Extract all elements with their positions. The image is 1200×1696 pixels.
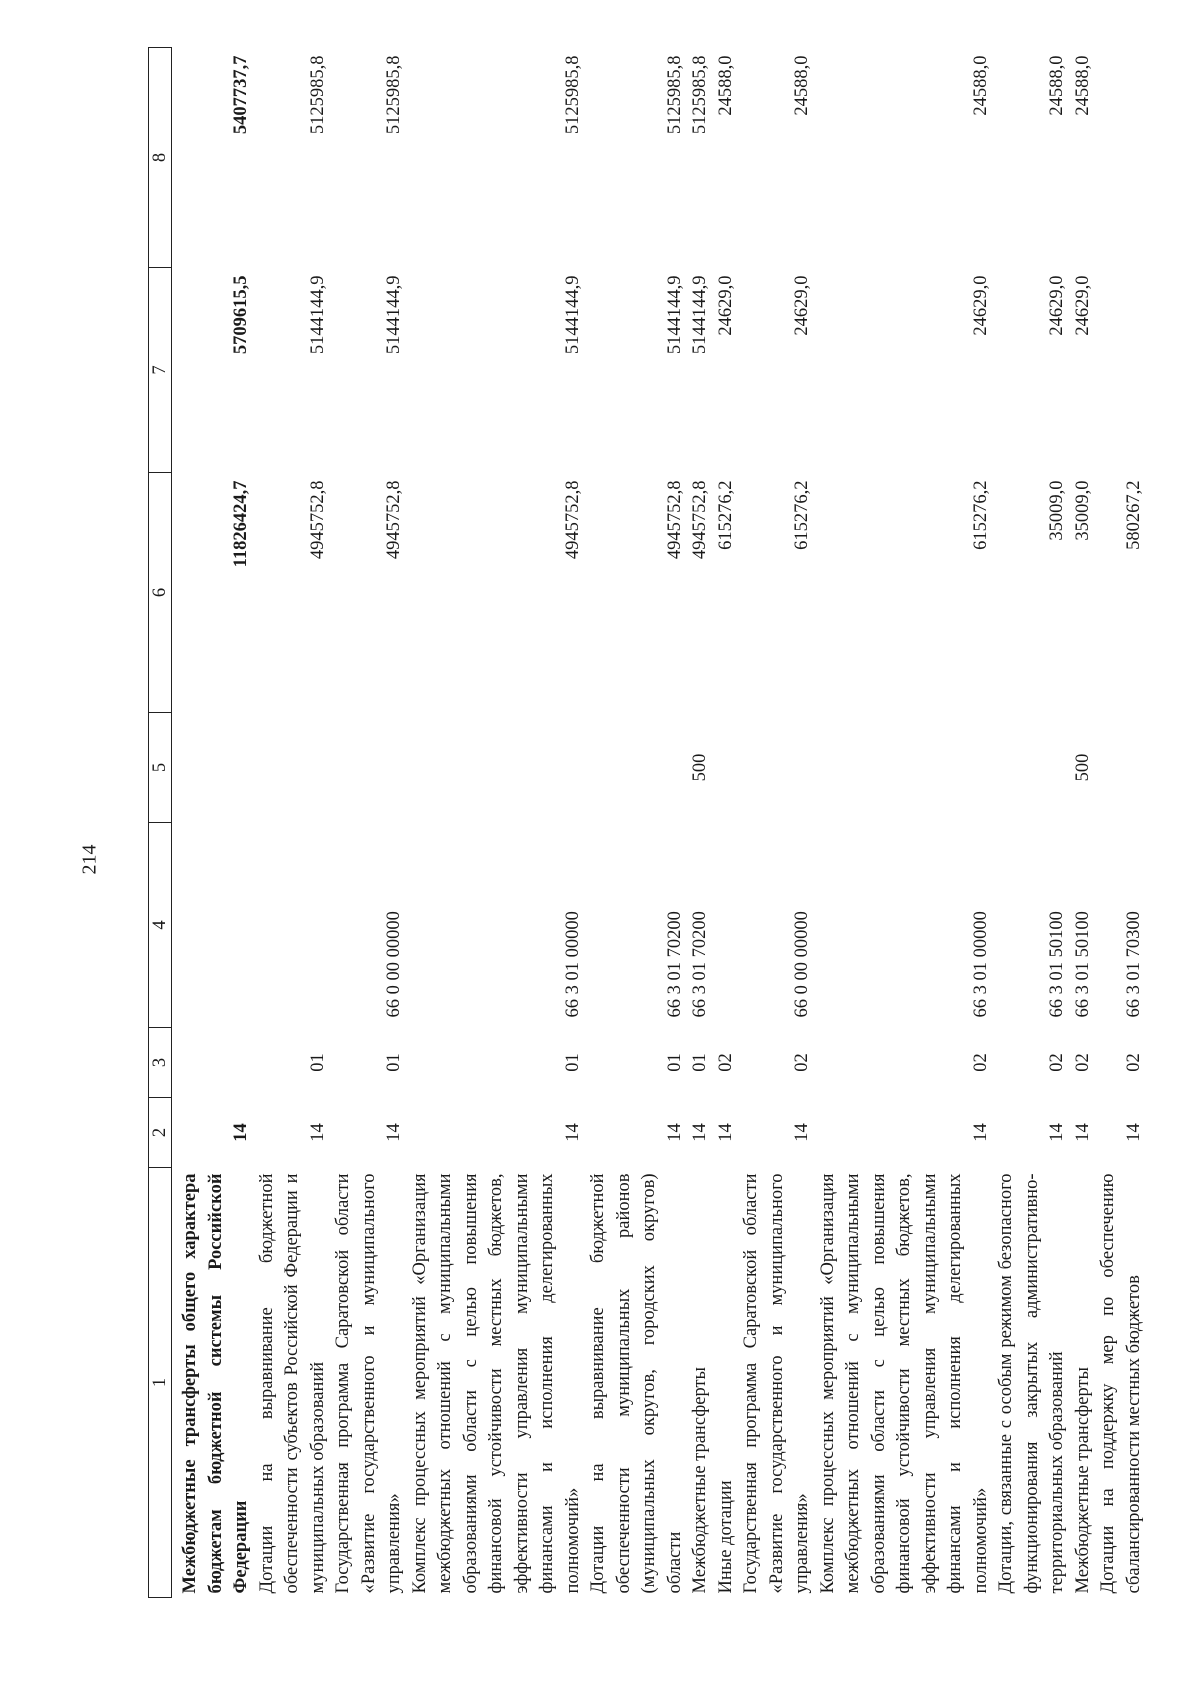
- subsection-code: 02: [970, 1053, 991, 1072]
- amount-col7: 5709615,5: [231, 275, 251, 355]
- amount-col8: 5407737,7: [231, 55, 251, 135]
- section-code: 14: [1072, 1123, 1093, 1142]
- target-code: [714, 823, 740, 1028]
- table-row: [1096, 48, 1147, 1598]
- row-name: Комплекс процессных мероприятий «Организация межбюджетных отношений с муниципальными образованиями области с целью повышения финансовой устойчивости местных бюджетов, эффективности управления муниципальными финансами и исполнения делегированных полномочий»: [409, 1173, 583, 1594]
- expense-type-code: [255, 713, 332, 823]
- page-number: 214: [78, 844, 101, 875]
- table-row: [408, 48, 587, 1598]
- section-code: 14: [1123, 1123, 1144, 1142]
- table-row: [816, 48, 995, 1598]
- subsection-code: 01: [690, 1053, 710, 1072]
- row-name: Дотации на выравнивание бюджетной обеспеченности субъектов Российской Федерации и муниципальных образований: [256, 1173, 328, 1594]
- amount-col6: 4945752,8: [664, 480, 685, 560]
- expense-type-code: [331, 713, 408, 823]
- amount-col7: 24629,0: [970, 275, 991, 336]
- table-row: [994, 48, 1071, 1598]
- table-body: [172, 48, 1148, 1598]
- row-name: Иные дотации: [715, 1480, 736, 1594]
- amount-col7: 5144144,9: [384, 275, 404, 355]
- amount-col6: 4945752,8: [384, 480, 404, 560]
- expense-type-code: [739, 713, 816, 823]
- amount-col6: 615276,2: [715, 480, 736, 550]
- amount-col7: [1096, 268, 1147, 473]
- section-code: 14: [384, 1123, 404, 1142]
- row-name: Межбюджетные трансферты: [1072, 1367, 1093, 1594]
- col-header: 1: [149, 1168, 172, 1598]
- expense-type-code: [1096, 713, 1147, 823]
- target-code: 66 3 01 50100: [1047, 911, 1067, 1018]
- subsection-code: 02: [1047, 1053, 1067, 1072]
- amount-col7: 5144144,9: [307, 275, 328, 355]
- amount-col6: 35009,0: [1072, 480, 1093, 541]
- amount-col7: 24629,0: [792, 275, 812, 336]
- row-name: Комплекс процессных мероприятий «Организация межбюджетных отношений с муниципальными образованиями области с целью повышения финансовой устойчивости местных бюджетов, эффективности управления муниципальными финансами и исполнения делегированных полномочий»: [817, 1173, 991, 1594]
- expense-type-code: [816, 713, 995, 823]
- amount-col6: 11826424,7: [231, 480, 251, 568]
- table-row: [331, 48, 408, 1598]
- amount-col6: 615276,2: [970, 480, 991, 550]
- subsection-code: 02: [792, 1053, 812, 1072]
- amount-col7: 24629,0: [1072, 275, 1093, 336]
- amount-col7: 5144144,9: [690, 275, 710, 355]
- amount-col8: 24588,0: [715, 55, 736, 116]
- col-header: 7: [149, 268, 172, 473]
- col-header: 5: [149, 713, 172, 823]
- amount-col8: 5125985,8: [690, 55, 710, 135]
- amount-col8: [1096, 48, 1147, 268]
- expense-type-code: [172, 713, 255, 823]
- amount-col7: 5144144,9: [664, 275, 685, 355]
- budget-table: [148, 47, 1147, 1598]
- target-code: 66 3 01 00000: [970, 911, 991, 1018]
- section-code: 14: [307, 1123, 328, 1142]
- subsection-code: 02: [1123, 1053, 1144, 1072]
- amount-col7: 5144144,9: [562, 275, 583, 355]
- expense-type-code: [714, 713, 740, 823]
- rotated-page: [148, 48, 1200, 1598]
- amount-col6: 4945752,8: [690, 480, 710, 560]
- amount-col7: 24629,0: [1047, 275, 1067, 336]
- amount-col8: 5125985,8: [384, 55, 404, 135]
- target-code: 66 3 01 70200: [690, 911, 710, 1018]
- section-code: 14: [715, 1123, 736, 1142]
- expense-type-code: [586, 713, 688, 823]
- section-code: 14: [690, 1123, 710, 1142]
- amount-col8: 24588,0: [1047, 55, 1067, 116]
- row-name: Государственная программа Саратовской области «Развитие государственного и муниципального управления»: [333, 1173, 404, 1594]
- subsection-code: [172, 1028, 255, 1098]
- section-code: 14: [970, 1123, 991, 1142]
- row-name: Дотации на выравнивание бюджетной обеспеченности муниципальных районов (муниципальных округов, городских округов) области: [588, 1173, 685, 1594]
- row-name: Государственная программа Саратовской области «Развитие государственного и муниципального управления»: [741, 1173, 812, 1594]
- amount-col6: 35009,0: [1047, 480, 1067, 541]
- amount-col7: 24629,0: [715, 275, 736, 336]
- amount-col6: 615276,2: [792, 480, 812, 550]
- target-code: 66 0 00 00000: [792, 911, 812, 1018]
- amount-col8: 5125985,8: [664, 55, 685, 135]
- row-name: Дотации на поддержку мер по обеспечению сбалансированности местных бюджетов: [1098, 1173, 1144, 1594]
- subsection-code: 01: [384, 1053, 404, 1072]
- section-code: 14: [792, 1123, 812, 1142]
- target-code: [255, 823, 332, 1028]
- section-code: 14: [1047, 1123, 1067, 1142]
- section-code: 14: [562, 1123, 583, 1142]
- table-row: [1071, 48, 1097, 1598]
- expense-type-code: 500: [690, 753, 710, 782]
- col-header: 4: [149, 823, 172, 1028]
- subsection-code: 01: [664, 1053, 685, 1072]
- row-name: Межбюджетные трансферты: [690, 1367, 710, 1594]
- target-code: 66 3 01 70200: [664, 911, 685, 1018]
- amount-col6: 4945752,8: [307, 480, 328, 560]
- table-row: [172, 48, 255, 1598]
- col-header: 3: [149, 1028, 172, 1098]
- target-code: 66 3 01 00000: [562, 911, 583, 1018]
- col-header: 2: [149, 1098, 172, 1168]
- subsection-code: 01: [307, 1053, 328, 1072]
- table-row: [739, 48, 816, 1598]
- col-header: 6: [149, 473, 172, 713]
- column-number-row: [149, 48, 172, 1598]
- amount-col6: 4945752,8: [562, 480, 583, 560]
- target-code: 66 3 01 50100: [1072, 911, 1093, 1018]
- col-header: 8: [149, 48, 172, 268]
- table-row: [714, 48, 740, 1598]
- row-name: Дотации, связанные с особым режимом безопасного функционирования закрытых административно-территориальных образований: [996, 1173, 1067, 1594]
- table-row: [255, 48, 332, 1598]
- amount-col8: 24588,0: [970, 55, 991, 116]
- section-code: 14: [664, 1123, 685, 1142]
- target-code: [172, 823, 255, 1028]
- amount-col8: 24588,0: [1072, 55, 1093, 116]
- section-code: 14: [231, 1123, 251, 1142]
- amount-col8: 24588,0: [792, 55, 812, 116]
- table-row: [688, 48, 714, 1598]
- subsection-code: 02: [715, 1053, 736, 1072]
- expense-type-code: [408, 713, 587, 823]
- table-row: [586, 48, 688, 1598]
- expense-type-code: [994, 713, 1071, 823]
- target-code: 66 3 01 70300: [1123, 911, 1144, 1018]
- amount-col8: 5125985,8: [562, 55, 583, 135]
- target-code: 66 0 00 00000: [384, 911, 404, 1018]
- row-name: Межбюджетные трансферты общего характера бюджетам бюджетной системы Российской Федерации: [180, 1173, 251, 1594]
- subsection-code: 02: [1072, 1053, 1093, 1072]
- subsection-code: 01: [562, 1053, 583, 1072]
- amount-col6: 580267,2: [1123, 480, 1144, 550]
- expense-type-code: 500: [1072, 753, 1093, 782]
- amount-col8: 5125985,8: [307, 55, 328, 135]
